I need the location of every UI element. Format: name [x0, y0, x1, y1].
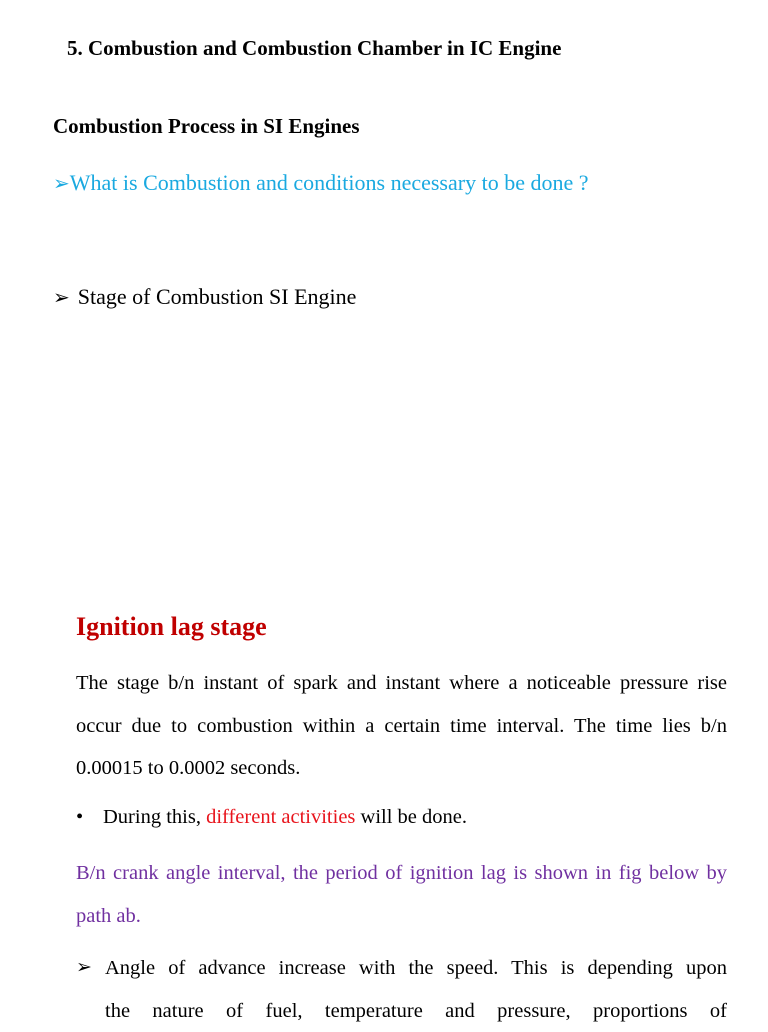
angle-advance-line-2: the nature of fuel, temperature and pressure, proportions of	[105, 990, 727, 1032]
ignition-lag-paragraph: The stage b/n instant of spark and instant where a noticeable pressure rise occur due to combustion within a certain time interval. The time lies b/n 0.00015 to 0.0002 seconds.	[76, 662, 727, 790]
angle-advance-line-1: Angle of advance increase with the speed. This is depending upon	[105, 947, 727, 990]
bullet-suffix: will be done.	[355, 806, 467, 828]
bullet-dot-icon: •	[76, 806, 103, 829]
section-title: Combustion Process in SI Engines	[53, 114, 360, 139]
bullet-highlight: different activities	[206, 806, 355, 828]
ignition-lag-heading: Ignition lag stage	[76, 612, 267, 642]
stage-item	[53, 284, 356, 310]
question-item	[53, 170, 589, 196]
stage-text: Stage of Combustion SI Engine	[78, 284, 357, 309]
arrow-bullet-icon: ➢	[53, 171, 70, 196]
question-text: What is Combustion and conditions necessary to be done ?	[70, 170, 589, 195]
bullet-item	[76, 806, 467, 829]
angle-advance-item	[76, 947, 727, 1032]
bullet-prefix: During this,	[103, 806, 206, 828]
arrow-bullet-icon: ➢	[76, 947, 92, 990]
arrow-bullet-icon: ➢	[53, 285, 70, 310]
chapter-title: 5. Combustion and Combustion Chamber in IC Engine	[67, 36, 561, 61]
crank-angle-paragraph: B/n crank angle interval, the period of ignition lag is shown in fig below by path ab.	[76, 852, 727, 937]
